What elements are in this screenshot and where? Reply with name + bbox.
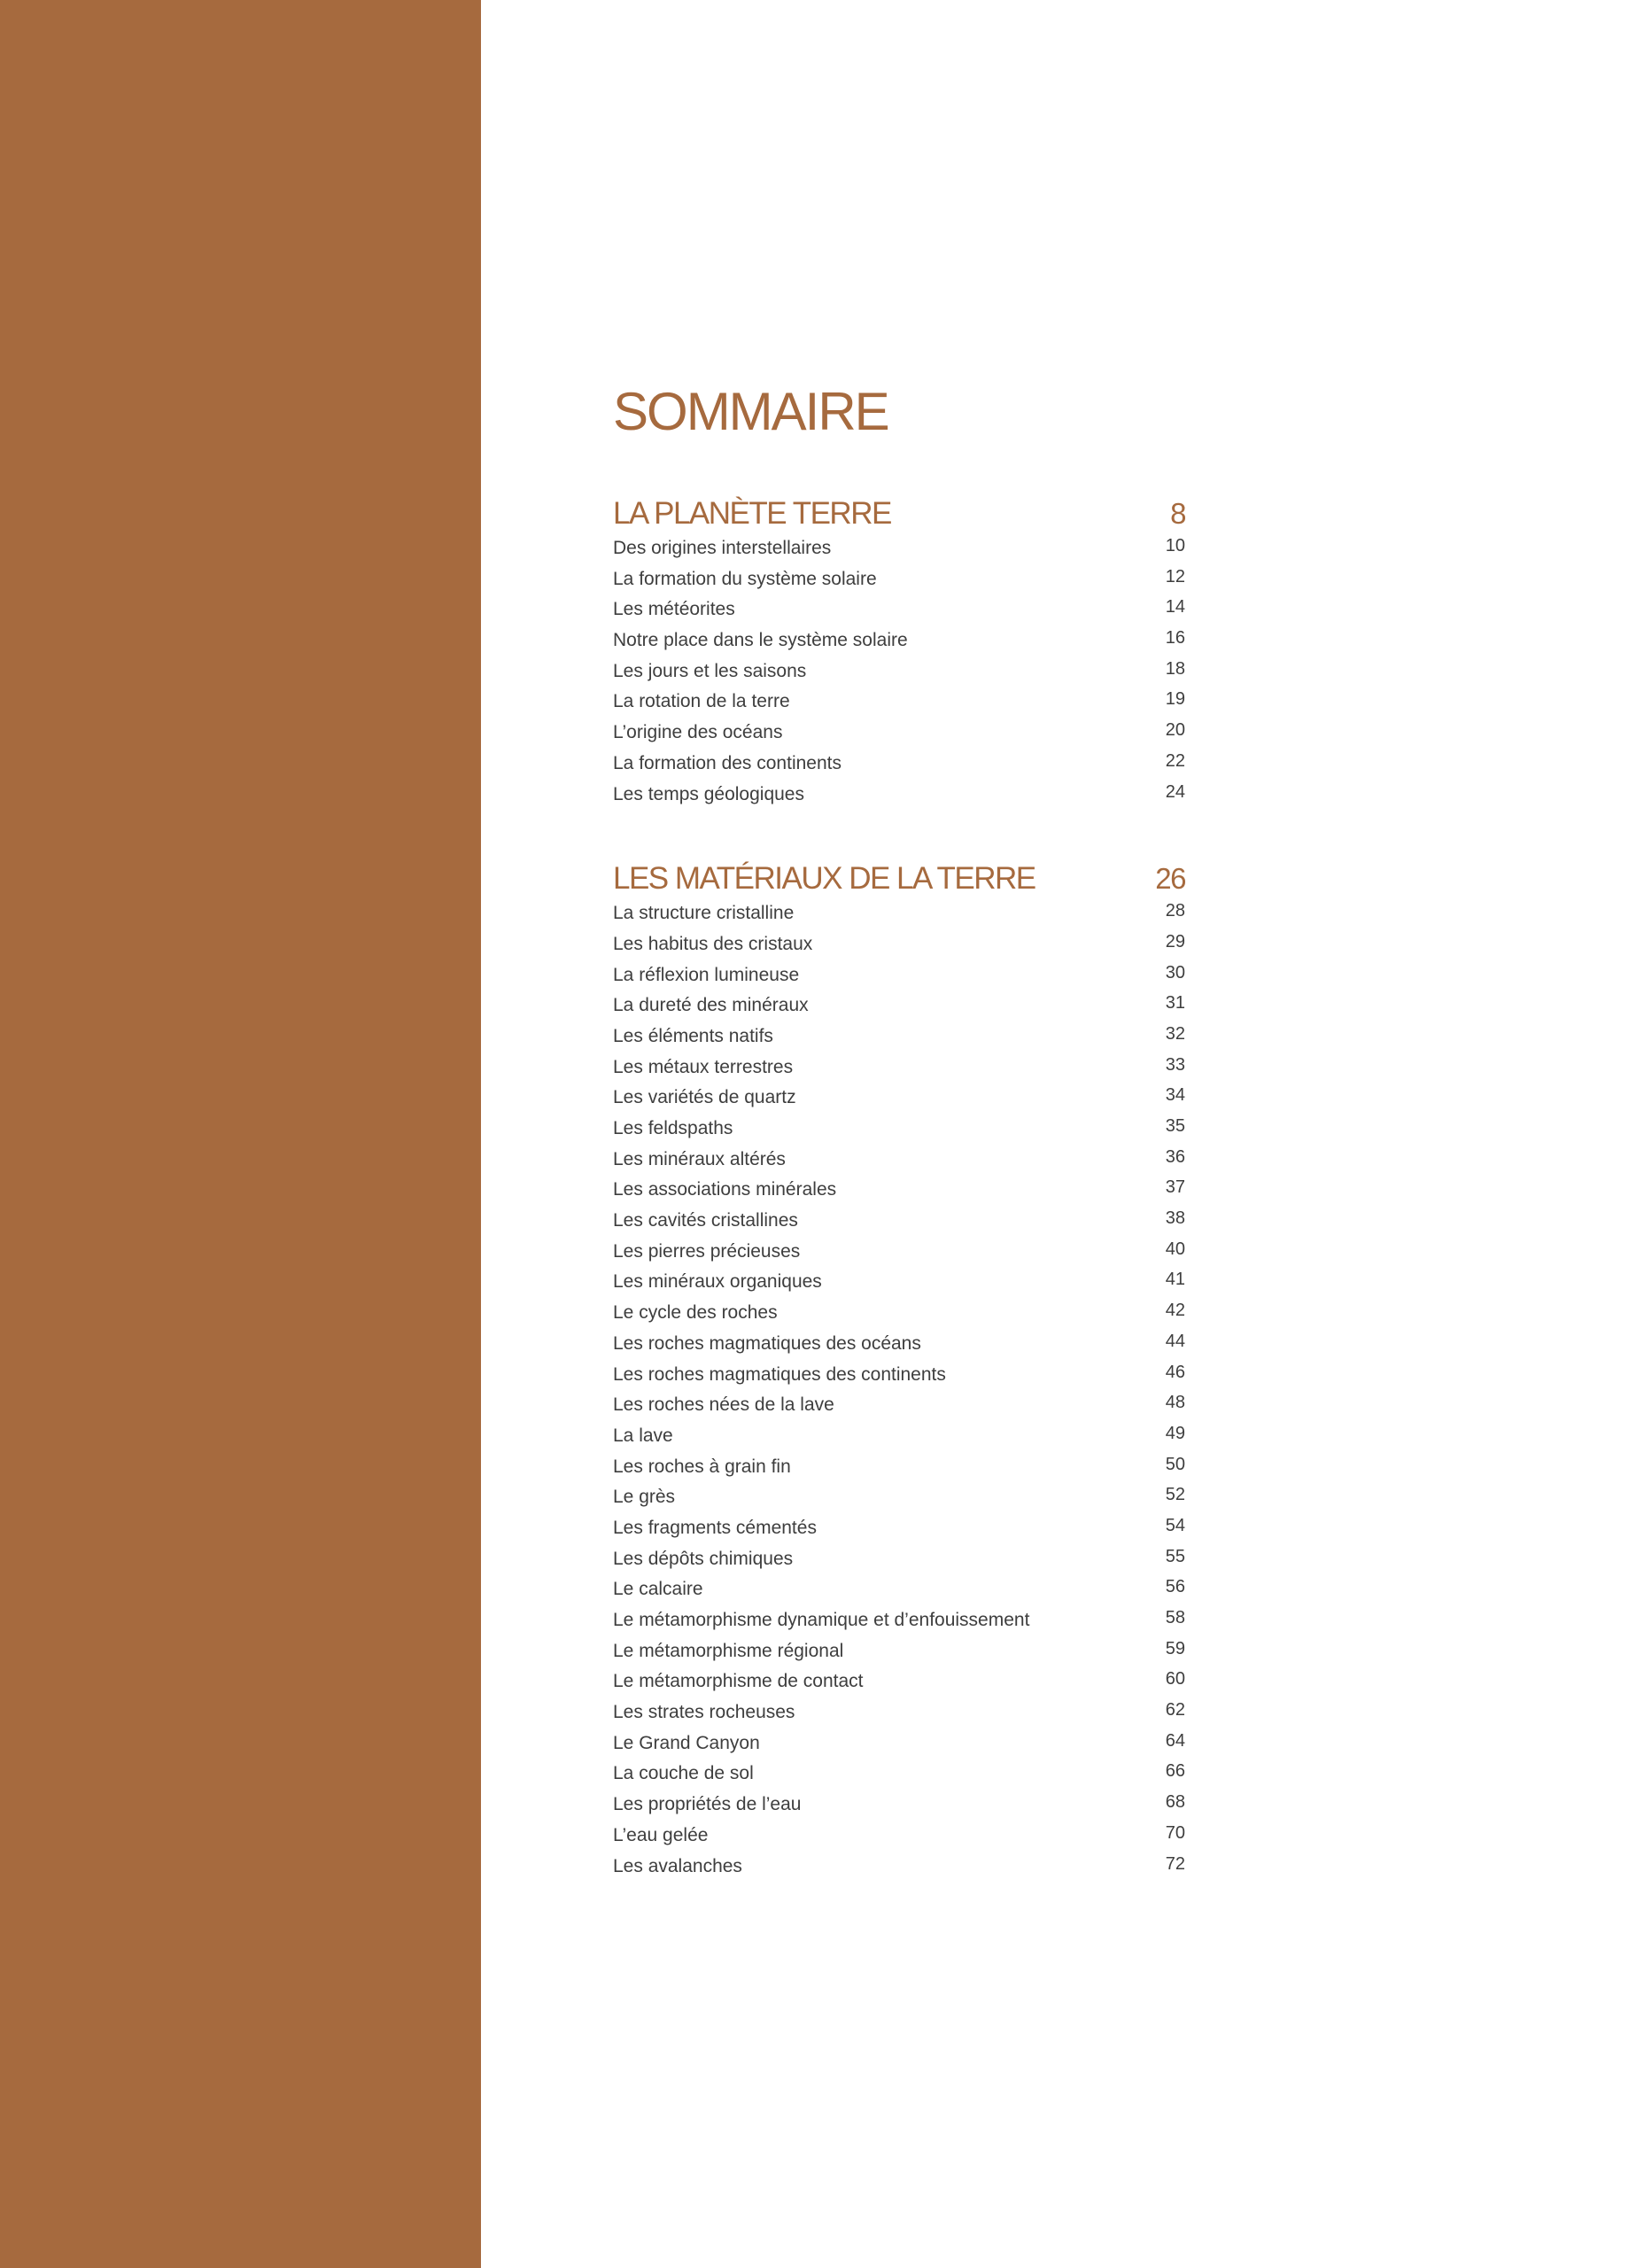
entry-page-number: 58 — [1165, 1608, 1185, 1627]
entry-page-number: 20 — [1165, 720, 1185, 741]
toc-entry[interactable] — [613, 625, 1185, 656]
entry-title: Les pierres précieuses — [613, 1240, 801, 1262]
toc-entry[interactable] — [613, 533, 1185, 564]
toc-entry[interactable] — [613, 1605, 1185, 1636]
entry-title: Les temps géologiques — [613, 783, 804, 804]
toc-entry[interactable] — [613, 1052, 1185, 1084]
toc-entry[interactable] — [613, 1636, 1185, 1667]
entry-title: Les métaux terrestres — [613, 1056, 794, 1077]
entry-title: Les propriétés de l’eau — [613, 1794, 802, 1815]
toc-entry[interactable] — [613, 1666, 1185, 1697]
toc-entry[interactable] — [613, 718, 1185, 749]
toc-entry[interactable] — [613, 1852, 1185, 1883]
entry-page-number: 38 — [1165, 1208, 1185, 1229]
entry-page-number: 31 — [1165, 993, 1185, 1014]
toc-entry[interactable] — [613, 656, 1185, 687]
toc-entry[interactable] — [613, 1759, 1185, 1790]
entry-title: Les roches nées de la lave — [613, 1394, 834, 1416]
toc-entry[interactable] — [613, 780, 1185, 811]
entry-title: Le calcaire — [613, 1579, 703, 1600]
section-header — [613, 494, 1185, 533]
entry-page-number: 22 — [1165, 750, 1185, 771]
entry-title: Les habitus des cristaux — [613, 933, 813, 954]
entry-title: Les météorites — [613, 599, 735, 620]
toc-entry[interactable] — [613, 898, 1185, 929]
entry-page-number: 40 — [1165, 1239, 1185, 1259]
entry-page-number: 24 — [1165, 781, 1185, 802]
toc-entry[interactable] — [613, 749, 1185, 780]
entry-page-number: 55 — [1165, 1546, 1185, 1566]
toc-entry[interactable] — [613, 1574, 1185, 1605]
toc-entry[interactable] — [613, 1267, 1185, 1298]
entry-page-number: 66 — [1165, 1761, 1185, 1782]
entry-title: Les cavités cristallines — [613, 1210, 798, 1231]
section-title[interactable]: LES MATÉRIAUX DE LA TERRE — [613, 861, 1035, 897]
toc-entry[interactable] — [613, 1206, 1185, 1237]
entry-page-number: 52 — [1165, 1485, 1185, 1505]
toc-entry[interactable] — [613, 1145, 1185, 1176]
entry-page-number: 33 — [1165, 1054, 1185, 1075]
entry-page-number: 62 — [1165, 1700, 1185, 1720]
entry-title: Le grès — [613, 1487, 676, 1508]
toc-entry[interactable] — [613, 1482, 1185, 1513]
entry-page-number: 68 — [1165, 1792, 1185, 1813]
entry-page-number: 36 — [1165, 1146, 1185, 1167]
toc-entry[interactable] — [613, 929, 1185, 960]
toc-section-materiaux-terre — [613, 859, 1185, 1882]
page-title: SOMMAIRE — [613, 382, 888, 441]
entry-page-number: 37 — [1165, 1177, 1185, 1198]
section-header — [613, 859, 1185, 898]
toc-entry[interactable] — [613, 1821, 1185, 1852]
entry-page-number: 56 — [1165, 1577, 1185, 1597]
entry-list — [613, 898, 1185, 1882]
toc-entry[interactable] — [613, 1083, 1185, 1114]
toc-entry[interactable] — [613, 990, 1185, 1021]
toc-entry[interactable] — [613, 1421, 1185, 1452]
entry-page-number: 49 — [1165, 1423, 1185, 1443]
toc-entry[interactable] — [613, 1513, 1185, 1544]
entry-title: La lave — [613, 1425, 673, 1446]
table-of-contents — [613, 381, 1185, 1882]
entry-title: Les avalanches — [613, 1855, 742, 1876]
toc-entry[interactable] — [613, 960, 1185, 991]
entry-title: Le cycle des roches — [613, 1302, 778, 1324]
entry-page-number: 41 — [1165, 1270, 1185, 1290]
entry-title: La rotation de la terre — [613, 691, 790, 712]
entry-title: Les associations minérales — [613, 1179, 837, 1200]
entry-title: Les fragments cémentés — [613, 1517, 817, 1538]
entry-page-number: 28 — [1165, 901, 1185, 921]
toc-entry[interactable] — [613, 1114, 1185, 1145]
entry-list — [613, 533, 1185, 810]
entry-page-number: 10 — [1165, 536, 1185, 555]
toc-entry[interactable] — [613, 1697, 1185, 1728]
entry-page-number: 44 — [1165, 1331, 1185, 1351]
entry-page-number: 64 — [1165, 1730, 1185, 1751]
toc-entry[interactable] — [613, 1298, 1185, 1329]
decorative-side-band — [0, 0, 481, 2268]
entry-title: Le Grand Canyon — [613, 1732, 760, 1753]
section-title[interactable]: LA PLANÈTE TERRE — [613, 496, 891, 531]
toc-entry[interactable] — [613, 1390, 1185, 1421]
entry-title: Les feldspaths — [613, 1118, 733, 1138]
entry-title: Les roches magmatiques des continents — [613, 1363, 946, 1385]
toc-entry[interactable] — [613, 594, 1185, 625]
entry-page-number: 60 — [1165, 1669, 1185, 1689]
entry-title: Les minéraux altérés — [613, 1148, 786, 1169]
entry-page-number: 29 — [1165, 931, 1185, 951]
toc-entry[interactable] — [613, 1360, 1185, 1391]
section-page-number: 26 — [1155, 862, 1185, 896]
entry-title: Les éléments natifs — [613, 1025, 773, 1046]
entry-title: Les strates rocheuses — [613, 1702, 795, 1723]
toc-entry[interactable] — [613, 1175, 1185, 1206]
toc-section-planete-terre — [613, 494, 1185, 810]
entry-page-number: 30 — [1165, 962, 1185, 983]
toc-entry[interactable] — [613, 687, 1185, 718]
entry-title: L’origine des océans — [613, 722, 783, 743]
section-page-number: 8 — [1170, 497, 1185, 530]
entry-page-number: 59 — [1165, 1638, 1185, 1658]
entry-title: Le métamorphisme de contact — [613, 1671, 864, 1692]
entry-page-number: 19 — [1165, 689, 1185, 710]
entry-title: Notre place dans le système solaire — [613, 630, 908, 651]
entry-title: La réflexion lumineuse — [613, 964, 800, 985]
entry-title: Les minéraux organiques — [613, 1271, 822, 1293]
entry-title: Le métamorphisme régional — [613, 1640, 844, 1661]
toc-entry[interactable] — [613, 564, 1185, 595]
entry-title: La couche de sol — [613, 1763, 754, 1784]
entry-page-number: 46 — [1165, 1362, 1185, 1382]
entry-title: La formation des continents — [613, 752, 842, 773]
entry-page-number: 18 — [1165, 658, 1185, 679]
entry-page-number: 32 — [1165, 1023, 1185, 1044]
toc-entry[interactable] — [613, 1728, 1185, 1759]
toc-entry[interactable] — [613, 1790, 1185, 1821]
entry-title: Des origines interstellaires — [613, 538, 832, 558]
toc-entry[interactable] — [613, 1329, 1185, 1360]
entry-page-number: 54 — [1165, 1515, 1185, 1535]
toc-entry[interactable] — [613, 1452, 1185, 1483]
entry-title: La structure cristalline — [613, 903, 795, 924]
entry-page-number: 70 — [1165, 1822, 1185, 1843]
toc-entry[interactable] — [613, 1237, 1185, 1268]
entry-title: La formation du système solaire — [613, 568, 877, 589]
entry-title: Les dépôts chimiques — [613, 1548, 794, 1569]
entry-title: La dureté des minéraux — [613, 995, 809, 1016]
entry-page-number: 35 — [1165, 1116, 1185, 1136]
entry-title: Les roches à grain fin — [613, 1456, 791, 1477]
entry-title: Les jours et les saisons — [613, 660, 807, 681]
entry-title: L’eau gelée — [613, 1824, 709, 1845]
entry-page-number: 42 — [1165, 1301, 1185, 1321]
entry-title: Les roches magmatiques des océans — [613, 1332, 921, 1354]
entry-page-number: 48 — [1165, 1393, 1185, 1413]
entry-page-number: 12 — [1165, 566, 1185, 586]
entry-page-number: 72 — [1165, 1853, 1185, 1874]
toc-entry[interactable] — [613, 1021, 1185, 1052]
entry-page-number: 34 — [1165, 1085, 1185, 1106]
entry-title: Le métamorphisme dynamique et d’enfouissement — [613, 1610, 1030, 1630]
entry-title: Les variétés de quartz — [613, 1087, 796, 1108]
entry-page-number: 50 — [1165, 1454, 1185, 1474]
entry-page-number: 16 — [1165, 628, 1185, 649]
entry-page-number: 14 — [1165, 597, 1185, 617]
toc-entry[interactable] — [613, 1544, 1185, 1575]
